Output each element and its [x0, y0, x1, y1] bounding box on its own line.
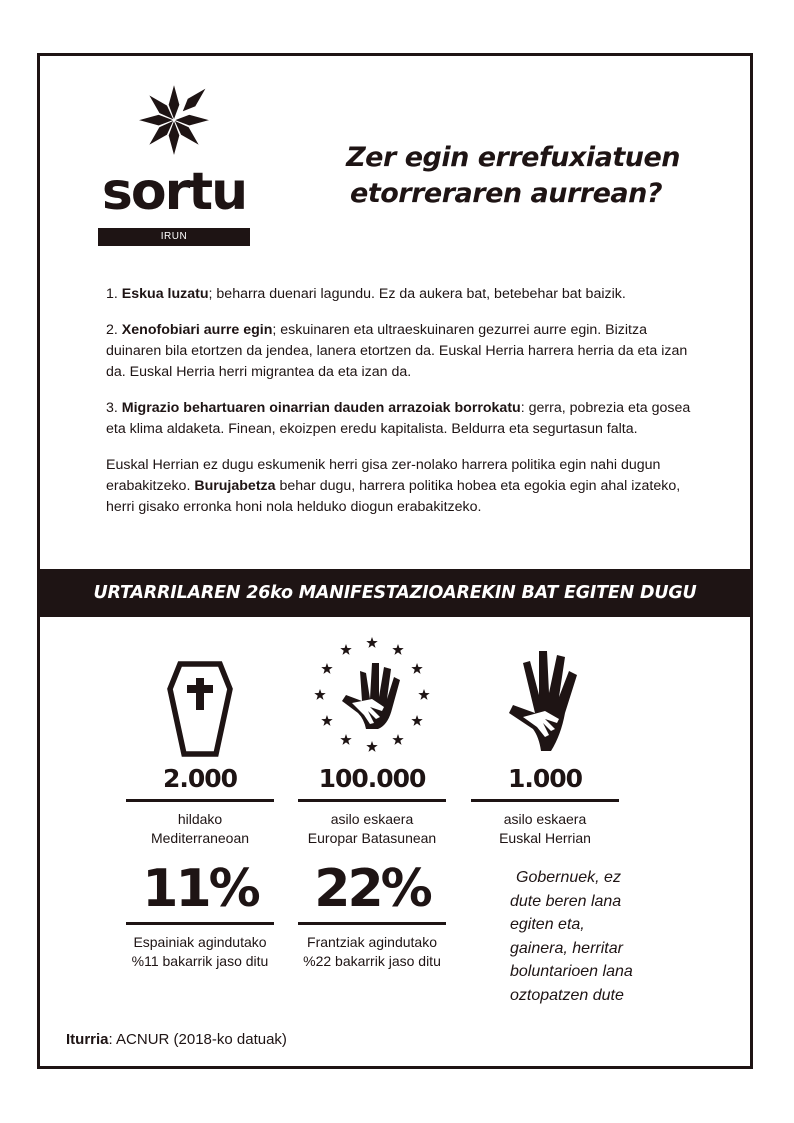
eight-point-star-icon — [132, 78, 216, 166]
page-title — [300, 140, 680, 212]
divider — [298, 799, 446, 802]
stat-label: hildako Mediterraneoan — [150, 811, 250, 846]
source-citation — [66, 1031, 287, 1048]
divider — [298, 922, 446, 925]
stat-deaths — [115, 632, 285, 848]
divider — [471, 799, 619, 802]
percent-label: Espainiak agindutako %11 bakarrik jaso ditu — [131, 934, 269, 969]
divider — [126, 922, 274, 925]
source-text: : ACNUR (2018-ko datuak) — [108, 1031, 287, 1048]
stat-value: 2.000 — [162, 764, 238, 793]
eu-star-icon — [314, 689, 325, 700]
point-3: 3. Migrazio behartuaren oinarrian dauden arrazoiak borrokatu: gerra, pobrezia eta gosea eta klima aldaketa. Finean, ekoizpen eredu kapitalista. Beldurra eta segurtasun falta. — [106, 400, 691, 437]
eu-star-icon — [366, 741, 377, 752]
point-1: 1. Eskua luzatu; beharra duenari lagundu. Ez da aukera bat, betebehar bat baizik. — [106, 286, 626, 302]
eu-star-icon — [321, 715, 332, 726]
stat-label: asilo eskaera Euskal Herrian — [499, 811, 591, 846]
point-1-heading: Eskua luzatu — [121, 286, 209, 302]
logo-wordmark: sortu — [101, 162, 247, 222]
closing-paragraph: Euskal Herrian ez dugu eskumenik herri gisa zer-nolako harrera politika egin nahi dugun erabakitzeko. Burujabetza behar dugu, harrera politika hobea eta egokia egin ahal izateko, herri gisako erronka honi nola helduko diogun erabakitzeko. — [106, 457, 681, 515]
eu-star-icon — [411, 663, 422, 674]
point-2-heading: Xenofobiari aurre egin — [121, 322, 273, 338]
divider — [126, 799, 274, 802]
percent-label: Frantziak agindutako %22 bakarrik jaso ditu — [303, 934, 441, 969]
eu-star-icon — [411, 715, 422, 726]
percent-value: 22% — [314, 859, 430, 919]
stat-basque-asylum — [460, 632, 630, 848]
title-line-1: Zer egin errefuxiatuen — [346, 142, 680, 173]
eu-stars-hands-icon — [312, 633, 432, 757]
eu-star-icon — [418, 689, 429, 700]
point-3-heading: Migrazio behartuaren oinarrian dauden arrazoiak borrokatu — [121, 400, 521, 416]
eu-star-icon — [366, 637, 377, 648]
government-quote: Gobernuek, ez dute beren lana egiten eta, gainera, herritar boluntarioen lana oztopatzen dute — [510, 869, 633, 1004]
eu-star-icon — [392, 644, 403, 655]
body-text — [106, 284, 706, 533]
stat-france-percent — [287, 860, 457, 971]
helping-hands-icon — [505, 647, 585, 757]
eu-star-icon — [392, 734, 403, 745]
point-2: 2. Xenofobiari aurre egin; eskuinaren eta ultraeskuinaren gezurrei aurre egin. Bizitza duinaren bila etortzen da jendea, lanera etortzen da. Euskal Herria harrera herria da eta izan da. Euskal Herria herri migrantea da eta izan da. — [106, 322, 688, 380]
stat-eu-asylum — [287, 632, 457, 848]
stat-value: 100.000 — [318, 764, 426, 793]
stat-value: 1.000 — [507, 764, 583, 793]
closing-heading: Burujabetza — [194, 478, 276, 494]
eu-star-icon — [321, 663, 332, 674]
percent-value: 11% — [142, 859, 258, 919]
stat-spain-percent — [115, 860, 285, 971]
banner-band: URTARRILAREN 26ko MANIFESTAZIOAREKIN BAT EGITEN DUGU — [37, 569, 753, 617]
title-line-2: etorreraren aurrean? — [350, 178, 662, 209]
stat-label: asilo eskaera Europar Batasunean — [307, 811, 437, 846]
source-label: Iturria — [66, 1031, 109, 1048]
sortu-logo — [96, 78, 252, 250]
eu-star-icon — [340, 644, 351, 655]
logo-location-bar: IRUN — [98, 228, 250, 246]
coffin-icon — [167, 661, 233, 757]
eu-star-icon — [340, 734, 351, 745]
